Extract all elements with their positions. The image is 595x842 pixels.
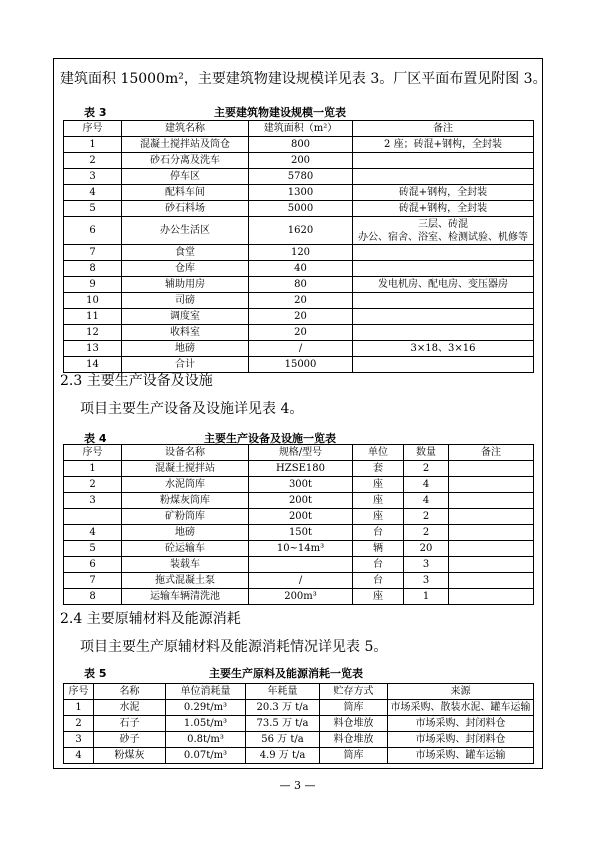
table-cell: 7 <box>64 245 122 261</box>
table4-header-cell: 备注 <box>449 445 534 461</box>
table-cell: 200 <box>249 153 353 169</box>
table-cell: 73.5 万 t/a <box>246 716 320 732</box>
table-cell: 砂子 <box>94 732 166 748</box>
table-cell: 筒库 <box>320 700 388 716</box>
table-row <box>64 185 534 201</box>
table-row <box>64 217 534 245</box>
table-cell: 80 <box>249 277 353 293</box>
table-cell: 辆 <box>353 541 404 557</box>
table-cell: / <box>249 573 353 589</box>
table-cell <box>449 557 534 573</box>
table-row <box>64 541 534 557</box>
table-cell: 水泥 <box>94 700 166 716</box>
table-cell: 1 <box>64 137 122 153</box>
table-cell <box>449 509 534 525</box>
table-cell: 2 <box>404 509 449 525</box>
table-cell: 市场采购、罐车运输 <box>388 748 534 764</box>
table-row <box>64 748 534 764</box>
table-cell: 砼运输车 <box>122 541 249 557</box>
table-cell: 1 <box>64 461 122 477</box>
table-cell: 仓库 <box>122 261 249 277</box>
table5-header-cell: 贮存方式 <box>320 684 388 700</box>
table-cell: 4 <box>64 748 94 764</box>
table-cell: 配料车间 <box>122 185 249 201</box>
table4-header-cell: 规格/型号 <box>249 445 353 461</box>
table-cell <box>449 493 534 509</box>
section-2-3-heading: 2.3 主要生产设备及设施 <box>60 373 213 389</box>
table-cell: 矿粉筒库 <box>122 509 249 525</box>
table-cell <box>449 477 534 493</box>
table-cell: 座 <box>353 493 404 509</box>
table-cell: 5000 <box>249 201 353 217</box>
table-cell: 6 <box>64 557 122 573</box>
table-cell <box>353 169 534 185</box>
table-cell: 0.29t/m³ <box>166 700 246 716</box>
table-cell: 5 <box>64 201 122 217</box>
table-cell: 3 <box>404 573 449 589</box>
table4-title: 主要生产设备及设施一览表 <box>204 432 336 445</box>
table-cell: 水泥筒库 <box>122 477 249 493</box>
table-cell: 8 <box>64 589 122 605</box>
table-cell: 司磅 <box>122 293 249 309</box>
table-cell: 1 <box>64 700 94 716</box>
table-row <box>64 201 534 217</box>
table3-header-row <box>64 121 534 137</box>
table-cell: 2 <box>404 525 449 541</box>
table-cell: 办公生活区 <box>122 217 249 245</box>
table3-header-cell: 备注 <box>353 121 534 137</box>
table-cell: 7 <box>64 573 122 589</box>
table-cell: 2 <box>64 153 122 169</box>
table-row <box>64 309 534 325</box>
table-cell: 10 <box>64 293 122 309</box>
table-cell: 10~14m³ <box>249 541 353 557</box>
table-row <box>64 493 534 509</box>
table-cell: 混凝土搅拌站及筒仓 <box>122 137 249 153</box>
table5-label: 表 5 <box>84 667 107 680</box>
table-cell <box>64 509 122 525</box>
section-2-3-text: 项目主要生产设备及设施详见表 4。 <box>80 401 304 417</box>
table-cell <box>449 573 534 589</box>
table-cell: 2 座；砖混+钢构，全封装 <box>353 137 534 153</box>
table-cell: 9 <box>64 277 122 293</box>
table-cell: 砂石料场 <box>122 201 249 217</box>
table-cell: 120 <box>249 245 353 261</box>
table5-header-cell: 年耗量 <box>246 684 320 700</box>
table-cell: 运输车辆清洗池 <box>122 589 249 605</box>
table-cell: 3 <box>64 732 94 748</box>
table-cell: 20 <box>249 293 353 309</box>
table-cell <box>353 325 534 341</box>
table-cell: 3×18、3×16 <box>353 341 534 357</box>
section-2-4-text: 项目主要生产原辅材料及能源消耗情况详见表 5。 <box>80 639 388 655</box>
table-cell: 1.05t/m³ <box>166 716 246 732</box>
table5-header-cell: 单位消耗量 <box>166 684 246 700</box>
table4-header-cell: 数量 <box>404 445 449 461</box>
table-row <box>64 357 534 373</box>
table-cell <box>353 153 534 169</box>
table-cell: 3 <box>64 493 122 509</box>
table-cell: 粉煤灰 <box>94 748 166 764</box>
table-row <box>64 325 534 341</box>
table-cell: HZSE180 <box>249 461 353 477</box>
table-row <box>64 293 534 309</box>
table-cell: 调度室 <box>122 309 249 325</box>
table4 <box>63 444 534 605</box>
section-2-4-heading: 2.4 主要原辅材料及能源消耗 <box>60 611 241 627</box>
table-cell <box>353 357 534 373</box>
table-cell: 200t <box>249 493 353 509</box>
table-row <box>64 732 534 748</box>
table-cell: 0.8t/m³ <box>166 732 246 748</box>
table3-header-cell: 序号 <box>64 121 122 137</box>
table-row <box>64 557 534 573</box>
table-cell: 座 <box>353 477 404 493</box>
table-cell <box>249 557 353 573</box>
table5-header-cell: 来源 <box>388 684 534 700</box>
table-cell: 800 <box>249 137 353 153</box>
table-cell: 座 <box>353 509 404 525</box>
table-row <box>64 700 534 716</box>
table-cell: 发电机房、配电房、变压器房 <box>353 277 534 293</box>
table-cell <box>449 589 534 605</box>
table-cell <box>449 525 534 541</box>
table-row <box>64 169 534 185</box>
table-cell: 2 <box>404 461 449 477</box>
table5 <box>63 683 534 764</box>
table-cell <box>353 293 534 309</box>
table-cell: 市场采购、散装水泥、罐车运输 <box>388 700 534 716</box>
table-cell: 地磅 <box>122 525 249 541</box>
table3-title: 主要建筑物建设规模一览表 <box>214 106 346 119</box>
table-row <box>64 509 534 525</box>
table-cell: 4 <box>404 493 449 509</box>
table-cell: 三层、砖混 办公、宿舍、浴室、检测试验、机修等 <box>353 217 534 245</box>
table-cell: 停车区 <box>122 169 249 185</box>
table-row <box>64 341 534 357</box>
table-cell: 石子 <box>94 716 166 732</box>
table-row <box>64 573 534 589</box>
table-cell: 2 <box>64 716 94 732</box>
table-cell <box>449 461 534 477</box>
table-cell: 11 <box>64 309 122 325</box>
table-cell <box>353 261 534 277</box>
table-cell: 200t <box>249 509 353 525</box>
table-cell: 砖混+钢构，全封装 <box>353 201 534 217</box>
table-cell: 4 <box>64 185 122 201</box>
table-cell: 20 <box>249 309 353 325</box>
table-row <box>64 277 534 293</box>
table-cell <box>353 309 534 325</box>
table-cell: 食堂 <box>122 245 249 261</box>
table-cell: 14 <box>64 357 122 373</box>
table3-header-cell: 建筑面积（m²） <box>249 121 353 137</box>
table-cell: 15000 <box>249 357 353 373</box>
table-cell: 6 <box>64 217 122 245</box>
table-cell: 20 <box>404 541 449 557</box>
table-row <box>64 153 534 169</box>
table-cell: 粉煤灰筒库 <box>122 493 249 509</box>
table-cell: 1300 <box>249 185 353 201</box>
table-cell: 台 <box>353 557 404 573</box>
table-cell: 套 <box>353 461 404 477</box>
table-row <box>64 525 534 541</box>
table-row <box>64 589 534 605</box>
table-cell: 20.3 万 t/a <box>246 700 320 716</box>
table-cell: 收料室 <box>122 325 249 341</box>
table4-label: 表 4 <box>84 432 107 445</box>
table-cell: 4.9 万 t/a <box>246 748 320 764</box>
table-cell: 市场采购、封闭料仓 <box>388 732 534 748</box>
table-cell: 3 <box>64 169 122 185</box>
table5-header-row <box>64 684 534 700</box>
table-cell: 2 <box>64 477 122 493</box>
table4-header-cell: 设备名称 <box>122 445 249 461</box>
table-cell <box>353 245 534 261</box>
table-cell: 4 <box>404 477 449 493</box>
table-cell <box>449 541 534 557</box>
table4-header-cell: 序号 <box>64 445 122 461</box>
table-cell: 300t <box>249 477 353 493</box>
table-row <box>64 716 534 732</box>
table-cell: 台 <box>353 573 404 589</box>
table5-title: 主要生产原料及能源消耗一览表 <box>209 667 363 680</box>
table-cell: 1620 <box>249 217 353 245</box>
table-cell: 装载车 <box>122 557 249 573</box>
table-cell: 5 <box>64 541 122 557</box>
table-row <box>64 137 534 153</box>
table-cell: 市场采购、封闭料仓 <box>388 716 534 732</box>
table3-header-cell: 建筑名称 <box>122 121 249 137</box>
table5-header-cell: 序号 <box>64 684 94 700</box>
table-cell: 拖式混凝土泵 <box>122 573 249 589</box>
table-cell: 3 <box>404 557 449 573</box>
table-cell: 56 万 t/a <box>246 732 320 748</box>
table-row <box>64 245 534 261</box>
table-cell: 200m³ <box>249 589 353 605</box>
table-cell: 筒库 <box>320 748 388 764</box>
table-cell: 砂石分离及洗车 <box>122 153 249 169</box>
table-cell: / <box>249 341 353 357</box>
table-cell: 台 <box>353 525 404 541</box>
table-row <box>64 477 534 493</box>
table-cell: 13 <box>64 341 122 357</box>
intro-paragraph: 建筑面积 15000m²，主要建筑物建设规模详见表 3。厂区平面布置见附图 3。 <box>60 71 547 87</box>
table-cell: 150t <box>249 525 353 541</box>
table-row <box>64 261 534 277</box>
table-cell: 0.07t/m³ <box>166 748 246 764</box>
table-cell: 辅助用房 <box>122 277 249 293</box>
table3 <box>63 120 534 373</box>
table-cell: 8 <box>64 261 122 277</box>
table4-header-row <box>64 445 534 461</box>
table-cell: 20 <box>249 325 353 341</box>
table-cell: 混凝土搅拌站 <box>122 461 249 477</box>
table5-header-cell: 名称 <box>94 684 166 700</box>
page-number: — 3 — <box>279 779 316 792</box>
table-cell: 12 <box>64 325 122 341</box>
table-cell: 1 <box>404 589 449 605</box>
table-row <box>64 461 534 477</box>
table3-label: 表 3 <box>84 106 107 119</box>
table-cell: 料仓堆放 <box>320 716 388 732</box>
table-cell: 5780 <box>249 169 353 185</box>
table-cell: 40 <box>249 261 353 277</box>
table-cell: 4 <box>64 525 122 541</box>
table-cell: 座 <box>353 589 404 605</box>
table4-header-cell: 单位 <box>353 445 404 461</box>
table-cell: 料仓堆放 <box>320 732 388 748</box>
table-cell: 合计 <box>122 357 249 373</box>
table-cell: 地磅 <box>122 341 249 357</box>
table-cell: 砖混+钢构，全封装 <box>353 185 534 201</box>
